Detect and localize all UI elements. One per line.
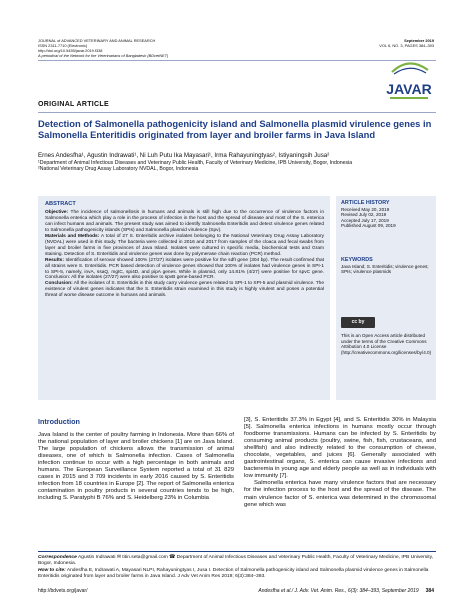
journal-header: [38, 38, 268, 58]
running-citation: Andesfha et al./ J. Adv. Vet. Anim. Res., 6(3): 384–393, September 2019: [258, 588, 419, 594]
affiliation-1: ¹Department of Animal Infectious Diseases and Veterinary Public Health, Faculty of Veterinary Medicine, IPB University, Bogor, Indonesia: [38, 160, 353, 166]
cite-text: Andesfha E, Indrawati A, Mayasari NLPI, Rahayuningtyas I, Jusa I. Detection of Salmonella pathogenicity island and Salmonella plasmid virulence genes in Salmonella Enteritidis originated from layer and broiler farms in Java Island. J Adv Vet Anim Res 2019; 6(3):384–393.: [38, 567, 429, 579]
affiliations: [38, 160, 436, 172]
doi-link[interactable]: http://doi.org/10.5455/javar.2019.f338: [38, 48, 103, 53]
affiliation-2: ²National Veterinary Drug Assay Laboratory NVDAL, Bogor, Indonesia: [38, 166, 199, 173]
body-right-paragraph-2: Salmonella enterica have many virulence factors that are necessary for the infection process to the host and the spread of the disease. The main virulence factor of S. enterica was determined in the chromosomal gene which was: [244, 480, 436, 508]
issue-date: September 2019: [404, 38, 434, 43]
keywords-heading: KEYWORDS: [341, 257, 373, 263]
keywords-text: Java Island; S. Enteritidis; virulence genes; SPIs; virulence plasmids: [341, 263, 429, 275]
issue-info: [314, 38, 434, 48]
javar-logo: [384, 60, 434, 102]
license-text: This is an Open Access article distributed under the terms of the Creative Commons Attribution 4.0 License (http://creativecommons.org/licenses/by/4.0): [341, 333, 432, 355]
history-accepted: Accepted July 17, 2019: [341, 217, 389, 223]
article-title: Detection of Salmonella pathogenicity island and Salmonella plasmid virulence genes in Salmonella Enteritidis originated from layer and broiler farms in Java Island: [38, 118, 432, 141]
correspondence-block: [38, 555, 436, 580]
correspondence-text: Agustin Indrawati ✉ titin.seta@gmail.com ☎ Department of Animal Infectious Diseases and Veterinary Public Health, Faculty of Veterinary Medicine, IPB University, Bogor, Indonesia.: [38, 555, 434, 567]
history-heading: ARTICLE HISTORY: [341, 200, 390, 206]
conclusion-text: All the isolates of S. Enteritidis in this study carry virulence genes related to SPI-1 to SPI-5 and plasmid virulence. The existence of virulent genes indicates that the S. Enteritidis strain examined in this study is highly virulent and poses a potential threat of worse disease outcome in humans and animals.: [45, 281, 324, 299]
issn: ISSN 2311-7710 (Electronic): [38, 43, 88, 48]
author-list: Ernes Andesfha¹, Agustin Indrawati¹, Ni Luh Putu Ika Mayasari¹, Irma Rahayuningtyas², Istiyaningsih Jusa²: [38, 152, 330, 159]
page-number: 384: [425, 588, 434, 594]
abstract-body: [45, 210, 324, 299]
cc-by-badge[interactable]: cc by: [341, 317, 375, 328]
objective-text: The incidence of salmonellosis in humans and animals is still high due to the occurrence of virulence factors in Salmonella enterica which play a role in the process of infection in the host and the spread of disease and most of the S. enterica can infect humans and animals. The present study was aimed to identify Salmonella Enteritidis and detect virulence genes related to Salmonella pathogenicity islands (SPIs) and Salmonella plasmid virulence (Spv).: [45, 210, 324, 233]
publisher-note: A periodical of the Network for the Veterinarians of Bangladesh (BDvetNET): [38, 53, 169, 58]
footer-citation: [258, 588, 434, 594]
body-right-paragraph-1: [3], S. Enteritidis 37.3% in Egypt [4], and S. Enteritidis 30% in Malaysia [5]. Salmonella enterica infections in humans mostly occur through foodborne transmissions. Humans can be infected by S. Enteritidis by consuming animal products (poultry, swine, fish, fish, crustaceans, and shellfish) and also indirectly related to the consumption of cheese, chocolate, vegetables, and juices [6]. Generally associated with gastrointestinal organs, S. enterica can cause invasive infections and bacteremia in young age and elderly people as well as in individuals with low immunity [7].: [244, 417, 436, 480]
abstract-heading: ABSTRACT: [45, 201, 76, 207]
methods-label: Materials and Methods:: [45, 233, 100, 239]
objective-label: Objective:: [45, 210, 69, 215]
header-rule: [38, 60, 436, 61]
keywords-section: [341, 258, 433, 275]
correspondence-rule: [38, 551, 436, 552]
history-received: Received May 20, 2019: [341, 206, 390, 212]
methods-text: A total of 27 S. Enteritidis archive isolates belonging to the National Veterinary Drug Assay Laboratory (NVDAL) were used in this study. The bacteria were collected in 2016 and 2017 from samples of the cloaca and fecal swabs from layer and broiler farms in five provinces of Java Island. Isolates were cultured in specific media, biochemical tests and Gram staining. Detection of S. Enteritidis and virulence genes was done by polymerase chain reaction (PCR) method.: [45, 233, 324, 257]
body-right-column: [244, 417, 436, 509]
cite-label: How to cite:: [38, 567, 66, 573]
history-revised: Revised July 02, 2019: [341, 212, 387, 218]
results-label: Results:: [45, 257, 64, 263]
correspondence-label: Correspondence: [38, 555, 77, 560]
title-rule: [38, 112, 436, 113]
journal-url[interactable]: http://bdvets.org/javar/: [38, 588, 88, 594]
body-left-column: Java Island is the center of poultry farming in Indonesia. More than 66% of the national population of layer and broiler chickens [1] are on Java Island. The large population of chickens allows the transmission of animal diseases, one of which is Salmonella infection. Cases of Salmonella infection continue to occur with a high percentage in both animals and humans. The European Surveillance System reported a total of 31 829 cases in 2015 and 3 709 incidents in early 2016 caused by S. Enteritidis infection from 18 countries in Europe [2]. The report of Salmonella enterica contamination in poultry products in several countries tends to be high, including S. Paratyphi B 76% and S. Heidelberg 23% in Columbia: [38, 432, 234, 502]
volume-pages: VOL 6, NO. 3, PAGES 384–393: [379, 43, 434, 48]
introduction-heading: Introduction: [38, 417, 80, 426]
results-text: Identification of serovar showed 100% (27/27) isolates were positive for the sdfI gene (304 bp). The result confirmed that all strains were S. Enteritidis. PCR based detection of virulence genes showed that 100% of isolates had virulence genes in SPI-1 to SPI-5, namely, invA, ssaQ, mgtC, spi4D, and pipA genes. While in plasmid, only 14.81% (4/27) were positive for spvC gene. Conclusion: All the isolates (27/27) were also positive to spvB gene-based PCR.: [45, 257, 324, 281]
javar-logo-graphic: [384, 60, 434, 102]
article-type: ORIGINAL ARTICLE: [38, 101, 109, 108]
logo-text: JAVAR: [386, 81, 432, 97]
article-history: [341, 201, 433, 229]
history-published: Published August 09, 2019: [341, 223, 396, 229]
conclusion-label: Conclusion:: [45, 281, 73, 287]
journal-name: JOURNAL of ADVANCED VETERINARY AND ANIMAL RESEARCH: [38, 38, 156, 43]
